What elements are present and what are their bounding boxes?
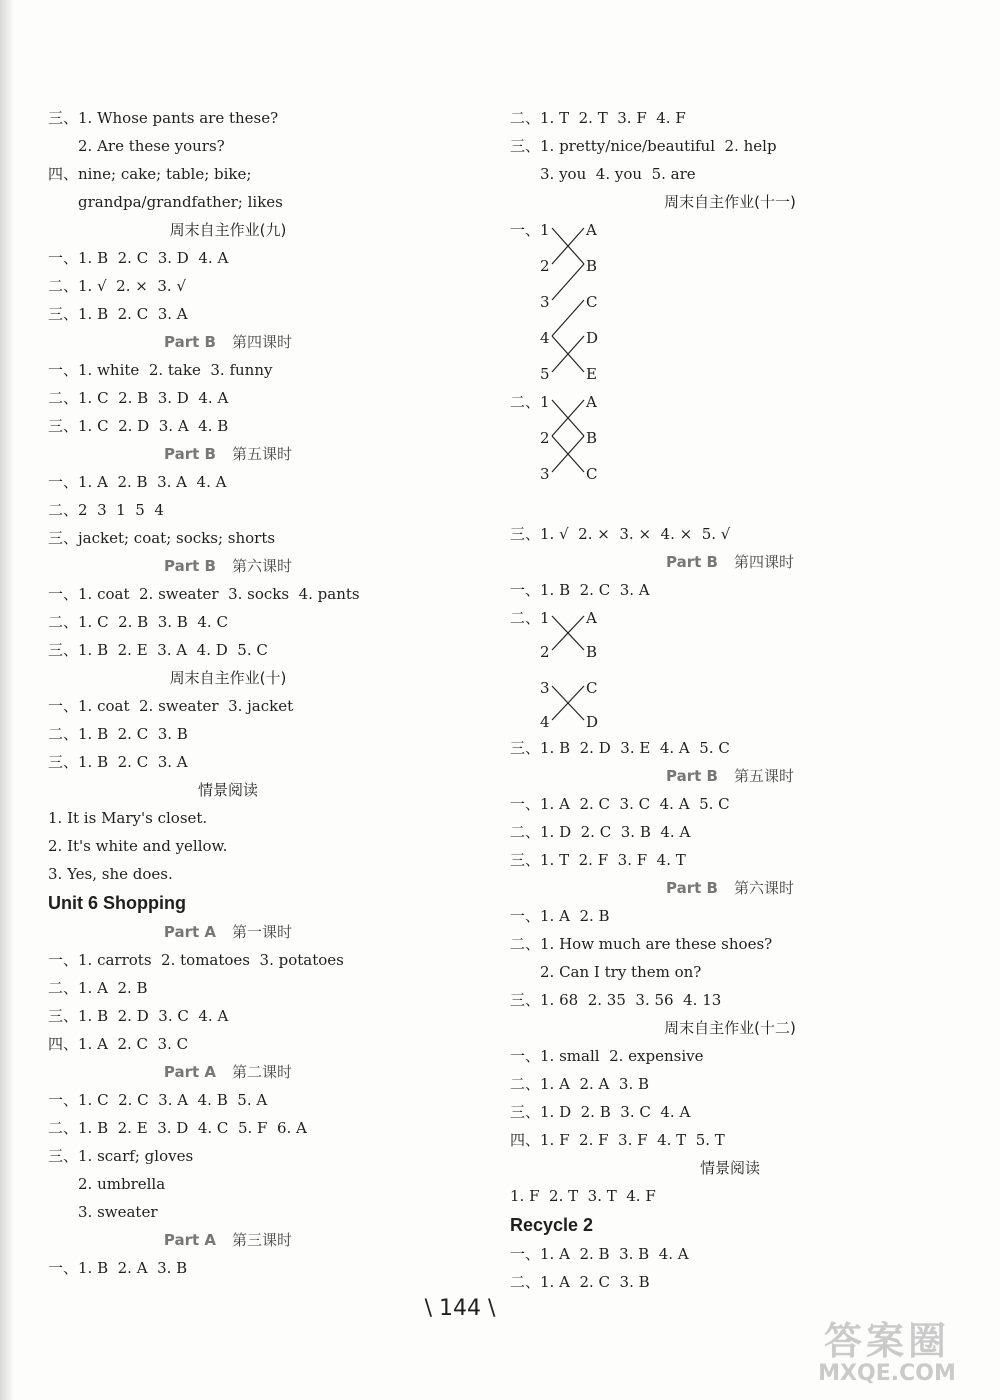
answer-line: 三、1. C 2. D 3. A 4. B [48, 417, 229, 435]
page-number: \ 144 \ [424, 1296, 496, 1321]
lesson-heading [510, 874, 950, 902]
section-heading: 周末自主作业(十一) [664, 193, 796, 211]
answer-line: 二、1. √ 2. × 3. √ [48, 277, 186, 295]
answer-line: 一、1. A 2. B 3. A 4. A [48, 473, 227, 491]
match-letters [586, 216, 606, 396]
match-numbers [540, 388, 560, 496]
answer-line: 二、1. A 2. B [48, 979, 148, 997]
right-column [510, 104, 950, 1296]
match-letters [586, 388, 606, 496]
answer-line: 一、1. white 2. take 3. funny [48, 361, 273, 379]
part-label: Part A [163, 923, 217, 941]
lesson-label: 第一课时 [232, 923, 293, 941]
question-number: 二、 [510, 609, 541, 627]
answer-line: 3. you 4. you 5. are [540, 165, 696, 183]
match-numbers [540, 216, 560, 396]
answer-line: 三、1. scarf; gloves [48, 1147, 194, 1165]
lesson-label: 第六课时 [733, 879, 794, 897]
answer-line: 一、1. A 2. C 3. C 4. A 5. C [510, 795, 730, 813]
matching-exercise-1 [510, 216, 950, 388]
lesson-label: 第二课时 [232, 1063, 293, 1081]
lesson-label: 第五课时 [733, 767, 794, 785]
part-label: Part A [163, 1231, 217, 1249]
watermark-logo-text: 答案圈 [823, 1319, 950, 1363]
left-column [48, 104, 468, 1282]
answer-line: 二、1. C 2. B 3. D 4. A [48, 389, 229, 407]
lesson-heading [48, 440, 408, 468]
answer-line: 一、1. A 2. B 3. B 4. A [510, 1245, 689, 1263]
answer-line: 一、1. B 2. A 3. B [48, 1259, 188, 1277]
lesson-label: 第六课时 [231, 557, 292, 575]
watermark-logo [792, 1320, 982, 1390]
watermark-url: MXQE.COM [818, 1361, 956, 1386]
answer-line: 四、nine; cake; table; bike; [48, 165, 252, 183]
answer-line: 一、1. coat 2. sweater 3. jacket [48, 697, 294, 715]
match-number: 1 [540, 393, 550, 411]
part-label: Part B [666, 767, 718, 785]
answer-line: 2. Are these yours? [78, 137, 225, 155]
match-letter: B [586, 643, 598, 661]
answer-line: 二、1. A 2. A 3. B [510, 1075, 649, 1093]
matching-exercise-2 [510, 388, 950, 520]
lesson-heading [48, 1058, 408, 1086]
section-heading: 情景阅读 [699, 1159, 760, 1177]
unit-title: Recycle 2 [510, 1215, 594, 1235]
answer-line: 一、1. coat 2. sweater 3. socks 4. pants [48, 585, 360, 603]
lesson-heading [48, 918, 408, 946]
answer-line: 一、1. B 2. C 3. D 4. A [48, 249, 229, 267]
match-number: 3 [540, 293, 550, 311]
section-heading: 情景阅读 [197, 781, 258, 799]
answer-line: 2. umbrella [78, 1175, 166, 1193]
match-number: 1 [540, 609, 550, 627]
match-number: 2 [540, 643, 550, 661]
question-number: 二、 [510, 393, 541, 411]
match-letter: D [586, 713, 599, 731]
answer-line: 一、1. B 2. C 3. A [510, 581, 650, 599]
lesson-label: 第四课时 [733, 553, 794, 571]
match-letter: B [586, 429, 598, 447]
part-label: Part B [666, 553, 718, 571]
answer-line: 2. Can I try them on? [540, 963, 702, 981]
answer-line: 三、1. B 2. D 3. C 4. A [48, 1007, 229, 1025]
match-letter: C [586, 465, 598, 483]
matching-exercise-3 [510, 604, 950, 734]
match-number: 3 [540, 679, 550, 697]
answer-line: grandpa/grandfather; likes [78, 193, 283, 211]
answer-line: 三、1. B 2. E 3. A 4. D 5. C [48, 641, 268, 659]
part-label: Part A [163, 1063, 217, 1081]
answer-line: 三、1. D 2. B 3. C 4. A [510, 1103, 691, 1121]
unit-title: Unit 6 Shopping [48, 893, 186, 913]
answer-line: 三、1. pretty/nice/beautiful 2. help [510, 137, 777, 155]
answer-line: 一、1. A 2. B [510, 907, 610, 925]
match-letter: A [586, 609, 597, 627]
answer-line: 二、1. T 2. T 3. F 4. F [510, 109, 686, 127]
answer-line: 二、1. B 2. E 3. D 4. C 5. F 6. A [48, 1119, 307, 1137]
match-letter: B [586, 257, 598, 275]
answer-line: 四、1. A 2. C 3. C [48, 1035, 189, 1053]
match-letter: C [586, 293, 598, 311]
matching-lines [540, 604, 660, 734]
match-letter: E [586, 365, 597, 383]
match-number: 1 [540, 221, 550, 239]
answer-line: 1. F 2. T 3. T 4. F [510, 1187, 656, 1205]
part-label: Part B [164, 445, 216, 463]
section-heading: 周末自主作业(十二) [664, 1019, 796, 1037]
part-label: Part B [666, 879, 718, 897]
lesson-heading [48, 328, 408, 356]
answer-line: 二、1. A 2. C 3. B [510, 1273, 650, 1291]
lesson-heading [510, 762, 950, 790]
section-heading: 周末自主作业(九) [169, 221, 287, 239]
match-number: 2 [540, 429, 550, 447]
answer-line: 一、1. small 2. expensive [510, 1047, 704, 1065]
page-edge-shadow [0, 0, 14, 1400]
lesson-label: 第四课时 [231, 333, 292, 351]
answer-line: 三、1. Whose pants are these? [48, 109, 279, 127]
lesson-heading [510, 548, 950, 576]
lesson-heading [48, 552, 408, 580]
match-number: 4 [540, 713, 550, 731]
answer-line: 3. Yes, she does. [48, 865, 173, 883]
question-number: 一、 [510, 221, 541, 239]
answer-line: 3. sweater [78, 1203, 158, 1221]
lesson-label: 第五课时 [231, 445, 292, 463]
match-number: 3 [540, 465, 550, 483]
match-number: 4 [540, 329, 550, 347]
answer-line: 三、1. √ 2. × 3. × 4. × 5. √ [510, 525, 731, 543]
section-heading: 周末自主作业(十) [169, 669, 287, 687]
match-letter: D [586, 329, 599, 347]
answer-line: 一、1. carrots 2. tomatoes 3. potatoes [48, 951, 344, 969]
answer-line: 三、1. B 2. C 3. A [48, 305, 188, 323]
answer-line: 二、1. D 2. C 3. B 4. A [510, 823, 691, 841]
lesson-heading [48, 1226, 408, 1254]
answer-line: 2. It's white and yellow. [48, 837, 228, 855]
answer-line: 三、1. T 2. F 3. F 4. T [510, 851, 686, 869]
match-number: 5 [540, 365, 550, 383]
part-label: Part B [164, 333, 216, 351]
answer-line: 二、2 3 1 5 4 [48, 501, 164, 519]
answer-line: 二、1. B 2. C 3. B [48, 725, 188, 743]
answer-line: 一、1. C 2. C 3. A 4. B 5. A [48, 1091, 268, 1109]
answer-line: 1. It is Mary's closet. [48, 809, 208, 827]
match-letter: A [586, 221, 597, 239]
answer-line: 三、jacket; coat; socks; shorts [48, 529, 276, 547]
answer-line: 三、1. B 2. C 3. A [48, 753, 188, 771]
match-letter: A [586, 393, 597, 411]
answer-line: 三、1. 68 2. 35 3. 56 4. 13 [510, 991, 722, 1009]
match-letter: C [586, 679, 598, 697]
match-number: 2 [540, 257, 550, 275]
lesson-label: 第三课时 [232, 1231, 293, 1249]
part-label: Part B [164, 557, 216, 575]
answer-line: 二、1. C 2. B 3. B 4. C [48, 613, 228, 631]
answer-line: 三、1. B 2. D 3. E 4. A 5. C [510, 739, 730, 757]
answer-line: 四、1. F 2. F 3. F 4. T 5. T [510, 1131, 725, 1149]
answer-line: 二、1. How much are these shoes? [510, 935, 773, 953]
